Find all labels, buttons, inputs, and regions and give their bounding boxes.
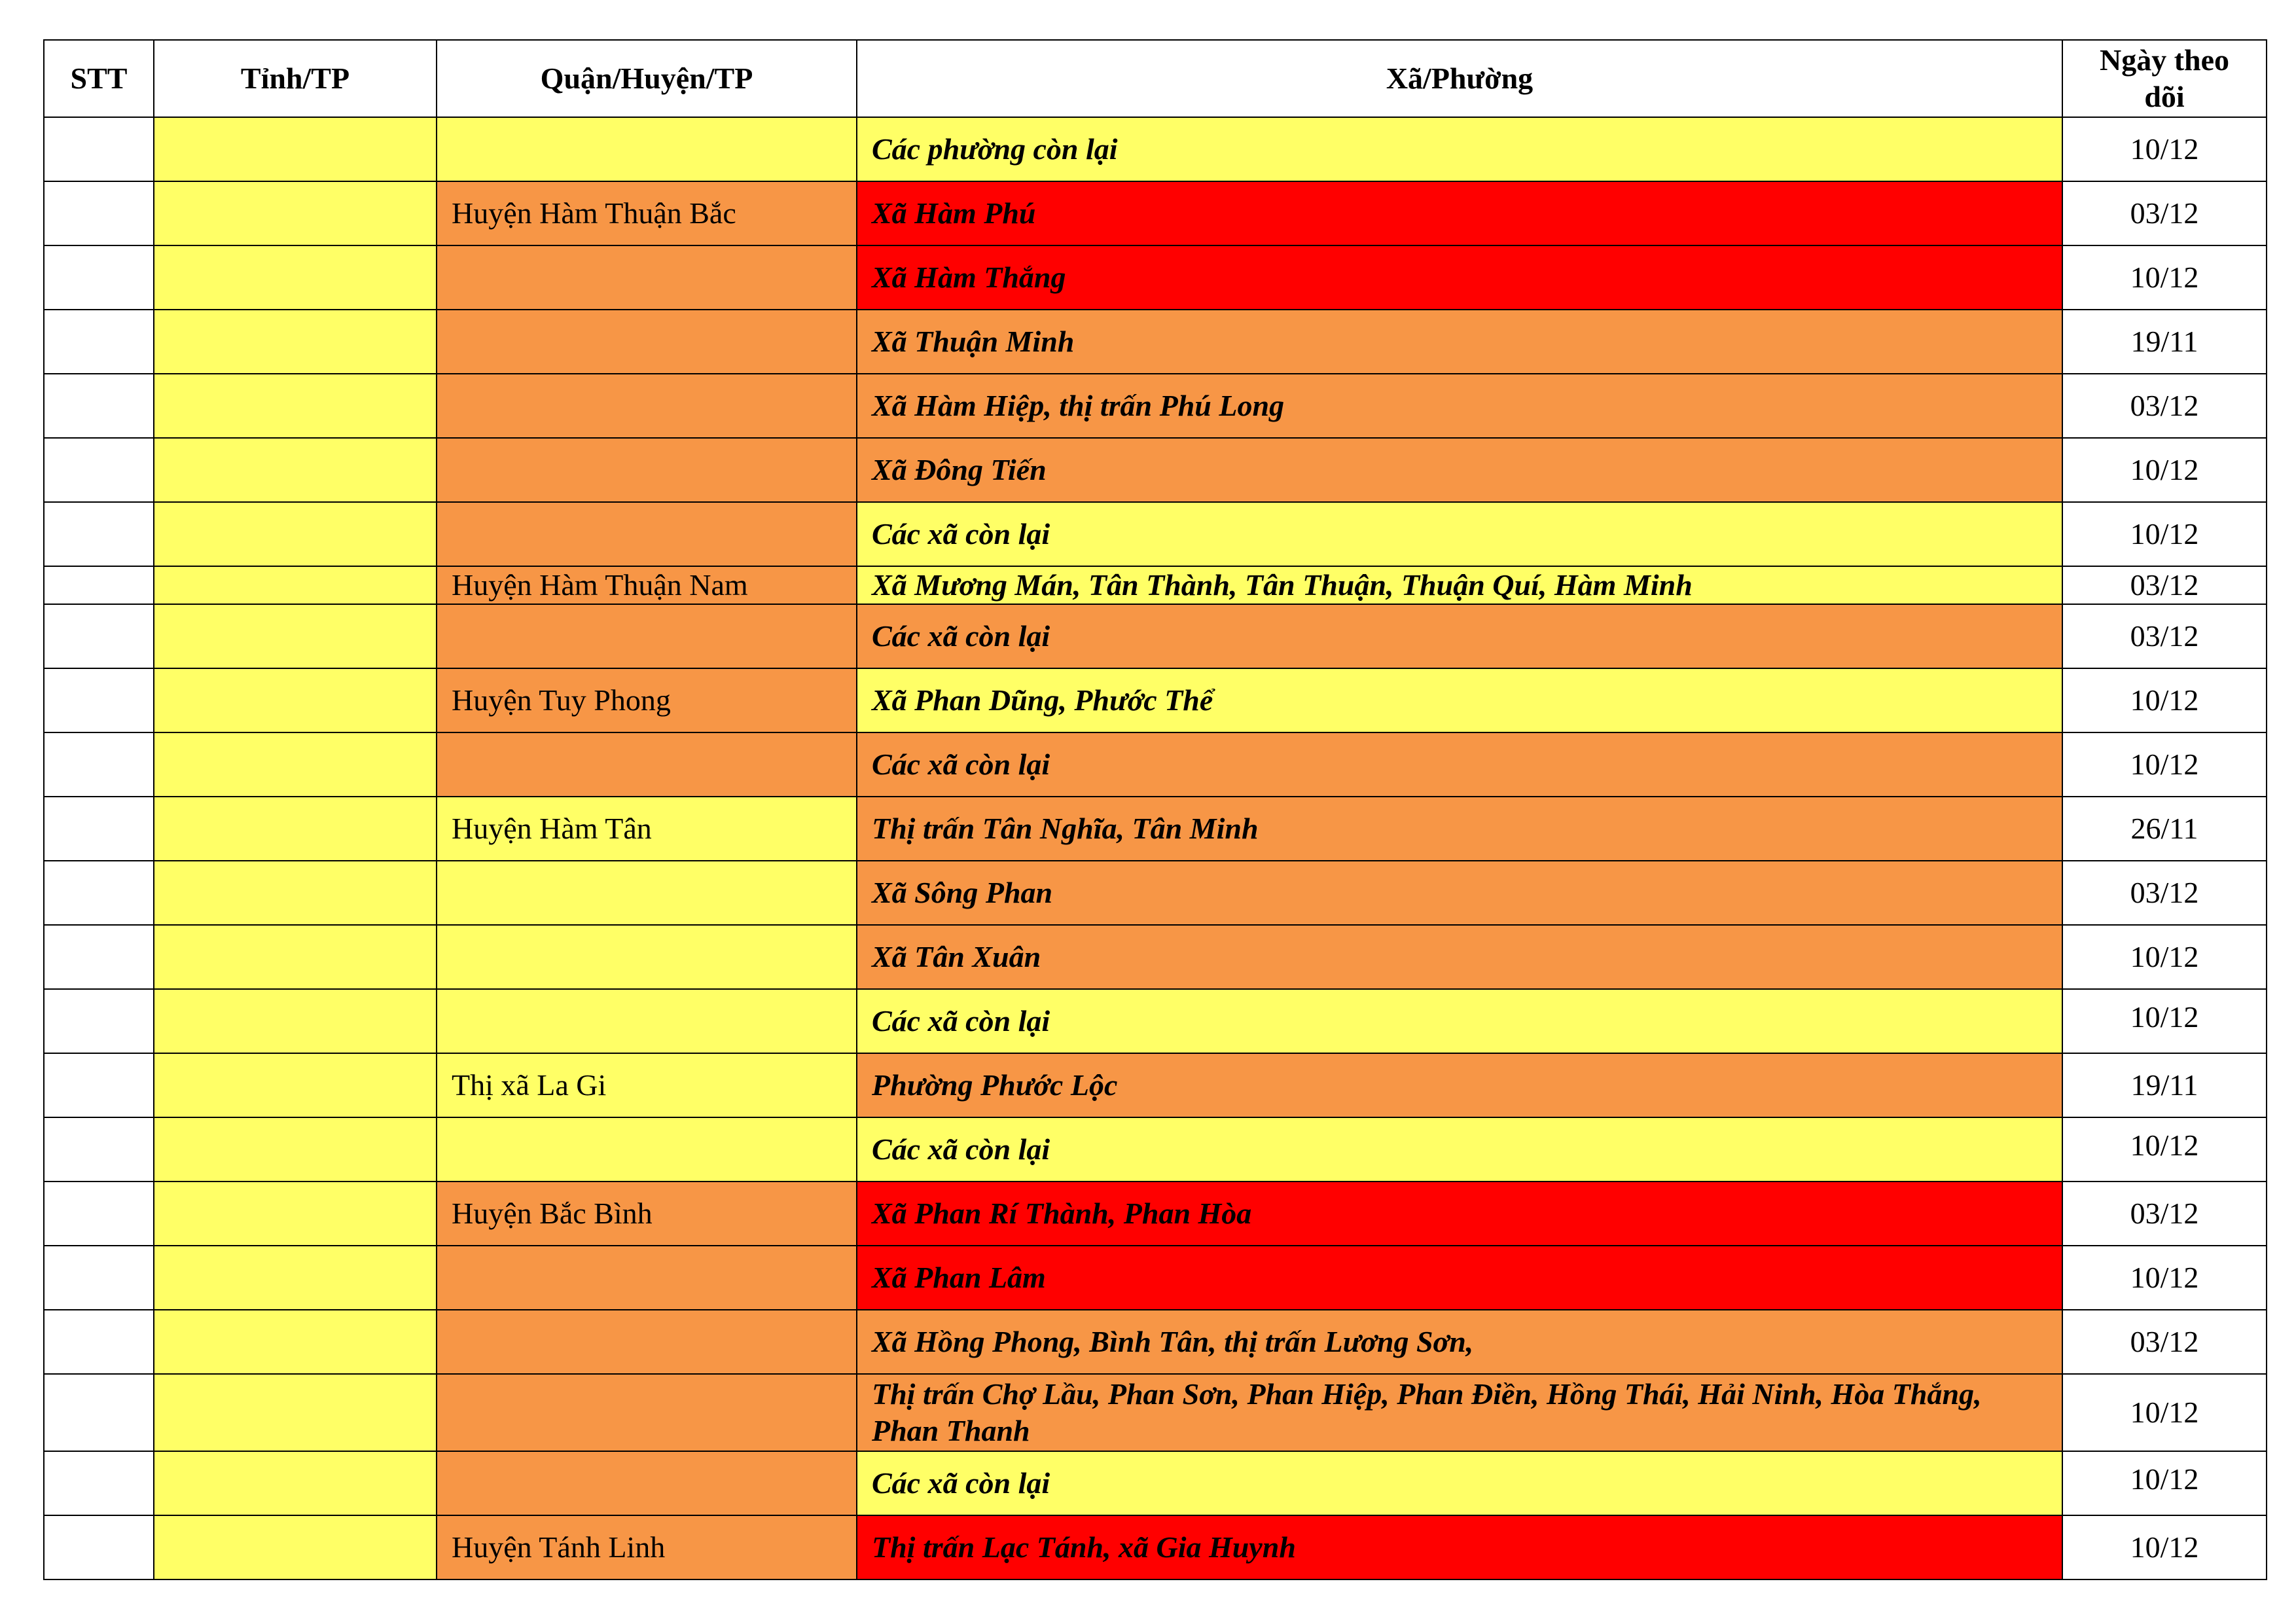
cell-ward: Thị trấn Lạc Tánh, xã Gia Huynh [857, 1515, 2062, 1579]
cell-district [437, 604, 857, 668]
cell-stt [44, 1182, 154, 1246]
cell-province [154, 438, 437, 502]
cell-province [154, 1451, 437, 1515]
table-row [44, 668, 2267, 732]
table-row [44, 1310, 2267, 1374]
cell-province [154, 1053, 437, 1117]
cell-stt [44, 732, 154, 797]
cell-stt [44, 797, 154, 861]
cell-stt [44, 245, 154, 310]
cell-district [437, 861, 857, 925]
cell-date: 10/12 [2062, 438, 2267, 502]
cell-province [154, 1117, 437, 1182]
table-row [44, 1053, 2267, 1117]
cell-province [154, 1310, 437, 1374]
cell-ward: Các xã còn lại [857, 502, 2062, 566]
cell-province [154, 245, 437, 310]
cell-date: 03/12 [2062, 1182, 2267, 1246]
cell-district: Huyện Bắc Bình [437, 1182, 857, 1246]
cell-stt [44, 1515, 154, 1579]
table-row [44, 1246, 2267, 1310]
table-row [44, 797, 2267, 861]
cell-date: 10/12 [2062, 117, 2267, 181]
cell-date: 03/12 [2062, 604, 2267, 668]
cell-district: Huyện Tánh Linh [437, 1515, 857, 1579]
table-row [44, 502, 2267, 566]
cell-ward: Các xã còn lại [857, 604, 2062, 668]
cell-stt [44, 181, 154, 245]
cell-stt [44, 502, 154, 566]
cell-district [437, 1451, 857, 1515]
cell-province [154, 502, 437, 566]
cell-district [437, 310, 857, 374]
table-row [44, 925, 2267, 989]
cell-district: Huyện Hàm Thuận Bắc [437, 181, 857, 245]
cell-date: 19/11 [2062, 1053, 2267, 1117]
cell-date: 03/12 [2062, 1310, 2267, 1374]
header-district: Quận/Huyện/TP [437, 40, 857, 117]
table-row [44, 1182, 2267, 1246]
cell-date: 10/12 [2062, 1451, 2267, 1515]
table-row [44, 1451, 2267, 1515]
cell-date: 10/12 [2062, 732, 2267, 797]
table-row [44, 732, 2267, 797]
cell-province [154, 797, 437, 861]
cell-province [154, 668, 437, 732]
cell-ward: Các xã còn lại [857, 732, 2062, 797]
cell-district [437, 245, 857, 310]
monitoring-table [43, 39, 2267, 1580]
cell-ward: Xã Hàm Hiệp, thị trấn Phú Long [857, 374, 2062, 438]
cell-district [437, 438, 857, 502]
cell-date: 26/11 [2062, 797, 2267, 861]
cell-ward: Xã Hồng Phong, Bình Tân, thị trấn Lương Sơn, [857, 1310, 2062, 1374]
cell-ward: Phường Phước Lộc [857, 1053, 2062, 1117]
cell-date: 10/12 [2062, 245, 2267, 310]
cell-province [154, 310, 437, 374]
cell-ward: Thị trấn Tân Nghĩa, Tân Minh [857, 797, 2062, 861]
cell-stt [44, 374, 154, 438]
table-body [44, 117, 2267, 1579]
cell-stt [44, 604, 154, 668]
cell-date: 10/12 [2062, 1515, 2267, 1579]
cell-district [437, 1246, 857, 1310]
cell-province [154, 566, 437, 604]
table-row [44, 245, 2267, 310]
cell-date: 10/12 [2062, 1117, 2267, 1182]
cell-date: 03/12 [2062, 374, 2267, 438]
cell-stt [44, 668, 154, 732]
cell-stt [44, 1053, 154, 1117]
cell-province [154, 117, 437, 181]
cell-date: 10/12 [2062, 989, 2267, 1053]
cell-ward: Xã Đông Tiến [857, 438, 2062, 502]
table-row [44, 1117, 2267, 1182]
cell-province [154, 1374, 437, 1451]
header-date: Ngày theo dõi [2062, 40, 2267, 117]
cell-stt [44, 1310, 154, 1374]
table-row [44, 1515, 2267, 1579]
cell-province [154, 181, 437, 245]
cell-ward: Xã Hàm Thắng [857, 245, 2062, 310]
cell-district [437, 374, 857, 438]
cell-district: Huyện Hàm Thuận Nam [437, 566, 857, 604]
table-row [44, 861, 2267, 925]
cell-date: 10/12 [2062, 668, 2267, 732]
cell-district [437, 989, 857, 1053]
header-row [44, 40, 2267, 117]
cell-ward: Xã Phan Rí Thành, Phan Hòa [857, 1182, 2062, 1246]
cell-ward: Thị trấn Chợ Lầu, Phan Sơn, Phan Hiệp, Phan Điền, Hồng Thái, Hải Ninh, Hòa Thắng, Phan Thanh [857, 1374, 2062, 1451]
table-row [44, 181, 2267, 245]
cell-stt [44, 925, 154, 989]
cell-ward: Các phường còn lại [857, 117, 2062, 181]
cell-province [154, 1515, 437, 1579]
cell-stt [44, 438, 154, 502]
cell-date: 03/12 [2062, 181, 2267, 245]
cell-stt [44, 1246, 154, 1310]
table-row [44, 310, 2267, 374]
cell-province [154, 604, 437, 668]
cell-stt [44, 1451, 154, 1515]
header-stt: STT [44, 40, 154, 117]
table-row [44, 374, 2267, 438]
cell-province [154, 1246, 437, 1310]
cell-ward: Xã Hàm Phú [857, 181, 2062, 245]
cell-province [154, 1182, 437, 1246]
cell-stt [44, 989, 154, 1053]
cell-district [437, 925, 857, 989]
cell-province [154, 732, 437, 797]
table-row [44, 1374, 2267, 1451]
cell-ward: Xã Thuận Minh [857, 310, 2062, 374]
cell-date: 19/11 [2062, 310, 2267, 374]
cell-district [437, 732, 857, 797]
cell-stt [44, 1117, 154, 1182]
cell-province [154, 374, 437, 438]
cell-district [437, 1117, 857, 1182]
cell-stt [44, 117, 154, 181]
cell-district [437, 1310, 857, 1374]
cell-ward: Các xã còn lại [857, 1117, 2062, 1182]
cell-district [437, 117, 857, 181]
cell-district: Thị xã La Gi [437, 1053, 857, 1117]
cell-stt [44, 861, 154, 925]
table-row [44, 438, 2267, 502]
cell-date: 10/12 [2062, 1246, 2267, 1310]
cell-province [154, 989, 437, 1053]
cell-district: Huyện Tuy Phong [437, 668, 857, 732]
cell-stt [44, 566, 154, 604]
cell-date: 03/12 [2062, 861, 2267, 925]
cell-ward: Xã Mương Mán, Tân Thành, Tân Thuận, Thuận Quí, Hàm Minh [857, 566, 2062, 604]
cell-date: 10/12 [2062, 502, 2267, 566]
cell-ward: Xã Phan Dũng, Phước Thể [857, 668, 2062, 732]
table-row [44, 566, 2267, 604]
cell-stt [44, 310, 154, 374]
cell-district [437, 502, 857, 566]
cell-ward: Các xã còn lại [857, 989, 2062, 1053]
cell-date: 03/12 [2062, 566, 2267, 604]
header-ward: Xã/Phường [857, 40, 2062, 117]
cell-province [154, 925, 437, 989]
cell-stt [44, 1374, 154, 1451]
cell-ward: Các xã còn lại [857, 1451, 2062, 1515]
table-row [44, 989, 2267, 1053]
cell-date: 10/12 [2062, 925, 2267, 989]
cell-district [437, 1374, 857, 1451]
header-province: Tỉnh/TP [154, 40, 437, 117]
table-row [44, 604, 2267, 668]
cell-date: 10/12 [2062, 1374, 2267, 1451]
cell-ward: Xã Sông Phan [857, 861, 2062, 925]
cell-district: Huyện Hàm Tân [437, 797, 857, 861]
cell-ward: Xã Phan Lâm [857, 1246, 2062, 1310]
cell-province [154, 861, 437, 925]
cell-ward: Xã Tân Xuân [857, 925, 2062, 989]
table-row [44, 117, 2267, 181]
